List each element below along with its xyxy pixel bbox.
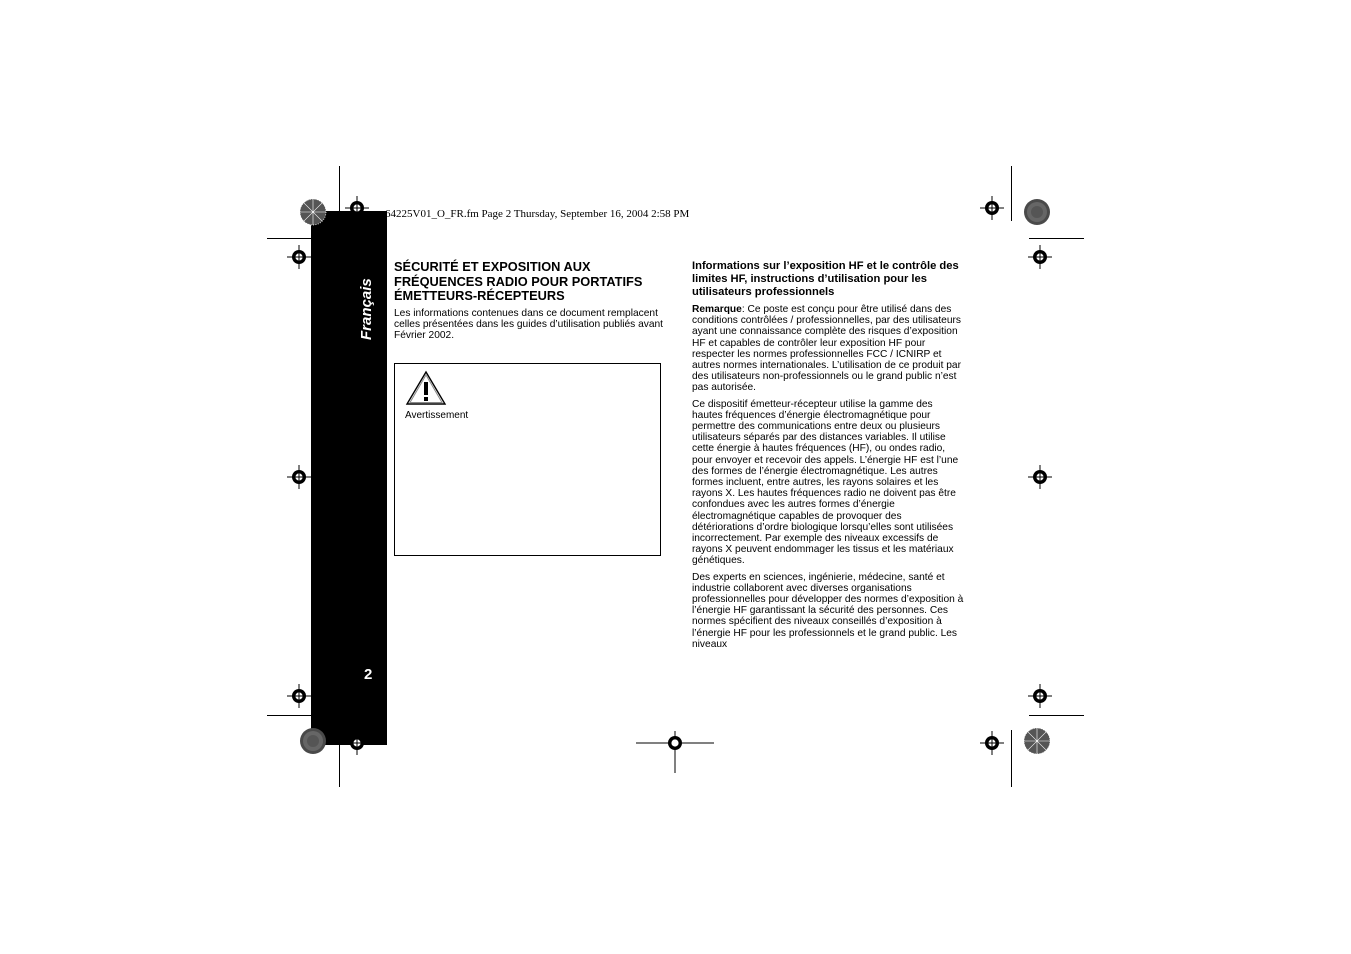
registration-target-icon <box>636 731 714 773</box>
note-label: Remarque <box>692 304 742 315</box>
intro-paragraph: Les informations contenues dans ce document remplacent celles présentées dans les guides d’utilisation publiés avant Février 2002. <box>394 308 664 342</box>
body-text <box>692 304 964 655</box>
warning-box <box>394 363 661 556</box>
starburst-registration-icon <box>298 197 328 227</box>
note-paragraph <box>692 304 964 394</box>
registration-target-icon <box>1028 465 1052 489</box>
gray-patch-icon <box>1022 197 1052 227</box>
registration-target-icon <box>287 684 311 708</box>
language-sidebar <box>311 211 387 745</box>
registration-target-icon <box>1028 684 1052 708</box>
registration-target-icon <box>980 196 1004 220</box>
warning-label: Avertissement <box>405 410 469 421</box>
section-heading: SÉCURITÉ ET EXPOSITION AUX FRÉQUENCES RADIO POUR PORTATIFS ÉMETTEURS-RÉCEPTEURS <box>394 259 643 304</box>
subsection-heading: Informations sur l’exposition HF et le contrôle des limites HF, instructions d’utilisation pour les utilisateurs professionnels <box>692 260 959 298</box>
warning-triangle-icon <box>405 370 447 406</box>
paragraph: Des experts en sciences, ingénierie, médecine, santé et industrie collaborent avec diverses organisations professionnelles pour développer des normes d’exposition à l’énergie HF garantissant la sécurité des personnes. Ces normes spécifient des niveaux conseillés d’exposition à l’énergie HF pour les professionnels et le grand public. Les niveaux <box>692 571 964 650</box>
starburst-registration-icon <box>1022 726 1052 756</box>
registration-target-icon <box>1028 245 1052 269</box>
file-slug: 64225V01_O_FR.fm Page 2 Thursday, September 16, 2004 2:58 PM <box>385 208 690 220</box>
registration-target-icon <box>287 465 311 489</box>
registration-target-icon <box>345 731 369 755</box>
registration-target-icon <box>345 196 369 220</box>
gray-patch-icon <box>298 726 328 756</box>
note-text: : Ce poste est conçu pour être utilisé dans des conditions contrôlées / professionnelles, par des utilisateurs ayant une connaissance complète des risques d’exposition HF et capables de contrôler leur exposition HF pour respecter les normes professionnelles FCC / ICNIRP et autres normes internationales. L’utilisation de ce produit par des utilisateurs non-professionnels ou le grand public n’est pas autorisée. <box>692 304 961 394</box>
registration-target-icon <box>287 245 311 269</box>
paragraph: Ce dispositif émetteur-récepteur utilise la gamme des hautes fréquences d’énergie électromagnétique pour permettre des communications entre deux ou plusieurs utilisateurs séparés par des distances variables. Il utilise cette énergie à hautes fréquences (HF), ou ondes radio, pour envoyer et recevoir des appels. L’énergie HF est l’une des formes de l’énergie électromagnétique. Les autres formes incluent, entre autres, les rayons solaires et les rayons X. Les hautes fréquences radio ne doivent pas être confondues avec les autres formes d’énergie électromagnétique capables de provoquer des détériorations d’ordre biologique lorsqu’elles sont utilisées incorrectement. Par exemple des niveaux excessifs de rayons X peuvent endommager les tissus et les matériaux génétiques. <box>692 398 959 567</box>
registration-target-icon <box>980 731 1004 755</box>
page-number: 2 <box>364 666 373 683</box>
language-label: Français <box>358 278 375 340</box>
